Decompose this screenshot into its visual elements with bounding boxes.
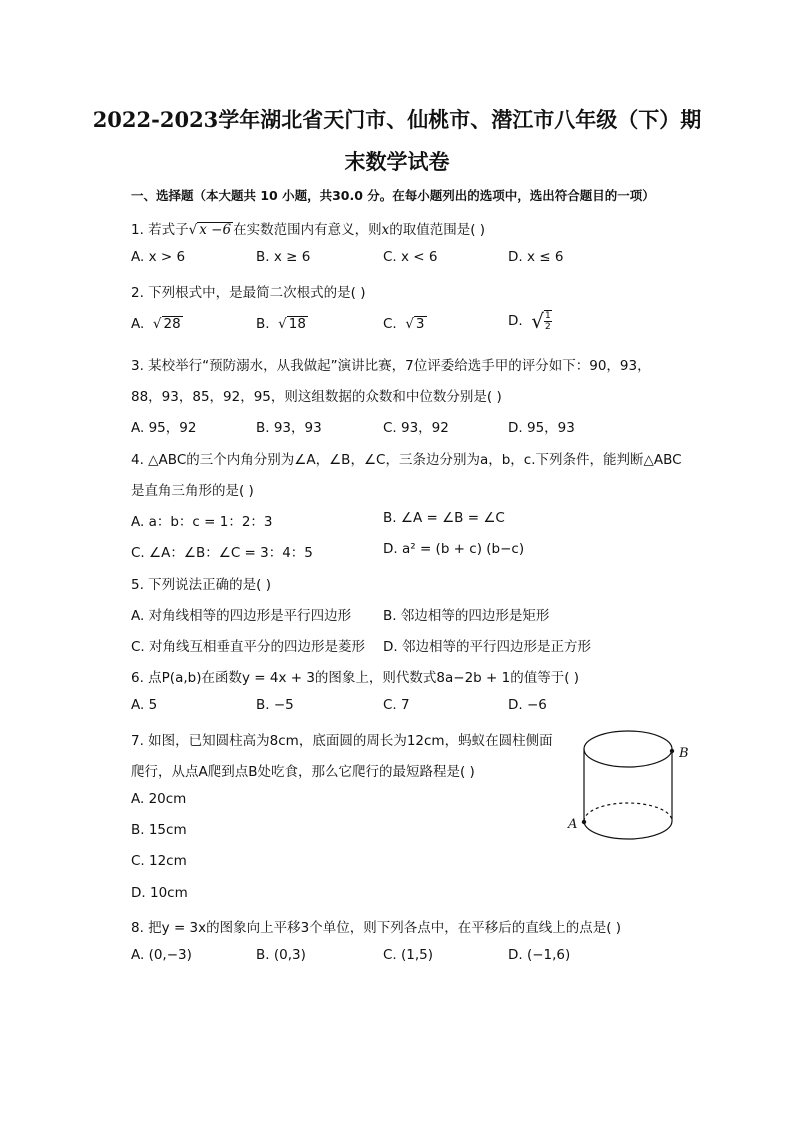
q5-option-b: B. 邻边相等的四边形是矩形: [383, 608, 550, 624]
q1-option-b: B. x ≥ 6: [256, 249, 311, 265]
q3-option-d: D. 95，93: [508, 420, 575, 436]
radical-sign-icon: √: [188, 222, 198, 238]
q7-option-b: B. 15cm: [131, 822, 187, 838]
q1-text-post: 在实数范围内有意义，则: [233, 222, 382, 238]
exam-title-line-1: 2022-2023学年湖北省天门市、仙桃市、潜江市八年级（下）期: [92, 107, 702, 132]
q1-text-post2: 的取值范围是( ): [389, 222, 486, 238]
cylinder-top-ellipse: [584, 731, 672, 767]
question-6-stem: 6. 点P(a,b)在函数y = 4x + 3的图象上，则代数式8a−2b + 1的值等于( ): [131, 670, 580, 686]
radical-sign-icon: √: [278, 316, 287, 332]
q1-radicand: x −6: [199, 222, 232, 238]
q2-option-c: [383, 316, 427, 332]
question-1-stem: [131, 218, 485, 238]
q8-option-c: C. (1,5): [383, 947, 434, 963]
q4-option-a: A. a：b：c = 1：2：3: [131, 514, 273, 530]
q2-d-denominator: 2: [545, 322, 551, 332]
q7-option-d: D. 10cm: [131, 885, 188, 901]
question-2-stem: 2. 下列根式中，是最简二次根式的是( ): [131, 285, 366, 301]
point-a-marker: [582, 820, 586, 824]
q6-option-a: A. 5: [131, 697, 158, 713]
q4-option-d: D. a² = (b + c) (b−c): [383, 541, 525, 557]
question-5-stem: 5. 下列说法正确的是( ): [131, 577, 271, 593]
q1-option-d: D. x ≤ 6: [508, 249, 564, 265]
point-b-label: B: [679, 746, 689, 761]
q4-option-b: B. ∠A = ∠B = ∠C: [383, 510, 505, 526]
q2-a-label: A.: [131, 316, 145, 332]
q1-option-a: A. x > 6: [131, 249, 186, 265]
exam-title-line-2: 末数学试卷: [344, 149, 450, 174]
q6-option-d: D. −6: [508, 697, 547, 713]
q5-option-d: D. 邻边相等的平行四边形是正方形: [383, 639, 591, 655]
question-4-line-2: 是直角三角形的是( ): [131, 483, 254, 499]
q2-d-fraction: [544, 310, 552, 332]
q6-option-b: B. −5: [256, 697, 294, 713]
radical-sign-icon: √: [152, 316, 162, 332]
q2-d-label: D.: [508, 313, 523, 329]
q3-option-b: B. 93，93: [256, 420, 322, 436]
cylinder-bottom-hidden-arc: [584, 803, 672, 821]
q7-option-c: C. 12cm: [131, 853, 187, 869]
q2-b-label: B.: [256, 316, 270, 332]
q1-option-c: C. x < 6: [383, 249, 438, 265]
q5-option-c: C. 对角线互相垂直平分的四边形是菱形: [131, 639, 366, 655]
q2-a-radicand: 28: [163, 316, 181, 332]
q2-d-numerator: 1: [545, 311, 551, 321]
cylinder-figure: [568, 722, 694, 852]
question-8-stem: 8. 把y = 3x的图象向上平移3个单位，则下列各点中，在平移后的直线上的点是( ): [131, 920, 622, 936]
q6-option-c: C. 7: [383, 697, 410, 713]
point-b-marker: [670, 749, 674, 753]
q2-c-label: C.: [383, 316, 397, 332]
cylinder-bottom-front-arc: [584, 821, 672, 839]
question-3-line-2: 88，93，85，92，95，则这组数据的众数和中位数分别是( ): [131, 389, 502, 405]
q4-option-c: C. ∠A：∠B：∠C = 3：4：5: [131, 545, 313, 561]
q2-option-a: [131, 316, 183, 332]
q2-c-radicand: 3: [415, 316, 425, 332]
q2-option-b: [256, 316, 308, 332]
question-3-line-1: 3. 某校举行“预防溺水，从我做起”演讲比赛，7位评委给选手甲的评分如下：90，93，: [131, 358, 651, 374]
question-4-line-1: 4. △ABC的三个内角分别为∠A，∠B，∠C，三条边分别为a，b，c.下列条件，能判断△ABC: [131, 452, 682, 468]
radical-sign-icon: √: [405, 316, 414, 332]
question-7-line-2: 爬行，从点A爬到点B处吃食，那么它爬行的最短路程是( ): [131, 764, 475, 780]
section-heading: 一、选择题（本大题共 10 小题，共30.0 分。在每小题列出的选项中，选出符合题目的一项）: [131, 188, 655, 203]
q2-b-radicand: 18: [288, 316, 306, 332]
q8-option-d: D. (−1,6): [508, 947, 571, 963]
q2-option-d: [508, 309, 552, 333]
radical-sign-icon: √: [531, 309, 545, 333]
q7-option-a: A. 20cm: [131, 791, 187, 807]
q1-var: x: [381, 222, 390, 238]
q5-option-a: A. 对角线相等的四边形是平行四边形: [131, 608, 352, 624]
q8-option-a: A. (0,−3): [131, 947, 192, 963]
question-7-line-1: 7. 如图，已知圆柱高为8cm，底面圆的周长为12cm，蚂蚁在圆柱侧面: [131, 733, 553, 749]
q3-option-a: A. 95，92: [131, 420, 197, 436]
q1-text-pre: 1. 若式子: [131, 222, 189, 238]
q8-option-b: B. (0,3): [256, 947, 306, 963]
point-a-label: A: [568, 817, 578, 832]
q3-option-c: C. 93，92: [383, 420, 449, 436]
